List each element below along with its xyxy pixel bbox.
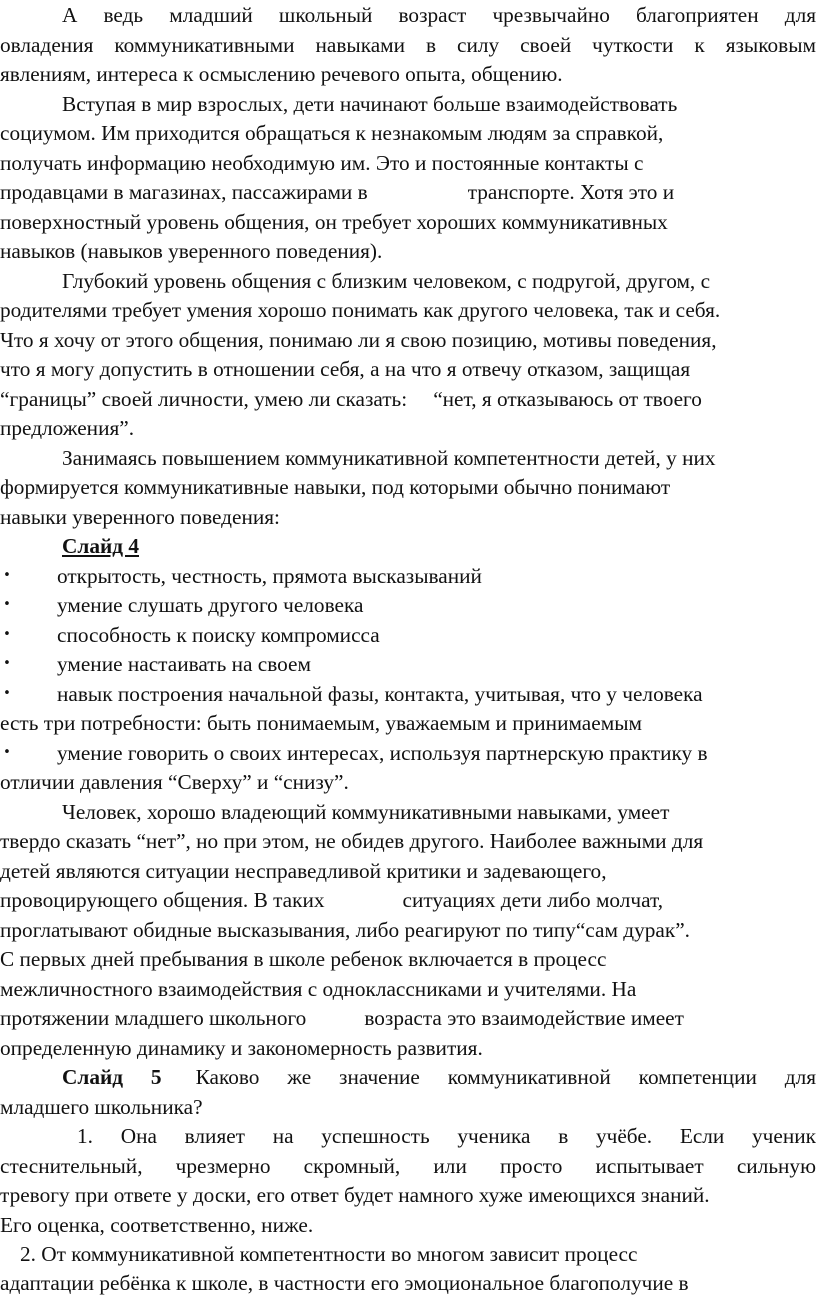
paragraph-1-line-1: А ведь младший школьный возраст чрезвычайно благоприятен для [62,3,816,27]
item-1-line-4: Его оценка, соответственно, ниже. [0,1213,314,1237]
paragraph-2-line-1: Вступая в мир взрослых, дети начинают больше взаимодействовать [62,92,678,116]
bullet-icon: • [3,656,11,671]
paragraph-3-line-4: что я могу допустить в отношении себя, а на что я отвечу отказом, защищая [0,357,691,381]
paragraph-4-line-2: формируется коммуникативные навыки, под которыми обычно понимают [0,475,671,499]
paragraph-5-line-1: Человек, хорошо владеющий коммуникативными навыками, умеет [62,800,670,824]
bullet-item-5-text: навык построения начальной фазы, контакта, учитывая, что у человека [57,682,703,706]
bullet-item-6-text: умение говорить о своих интересах, используя партнерскую практику в [57,741,708,765]
paragraph-5-line-2: твердо сказать “нет”, но при этом, не обидев другого. Наиболее важными для [0,829,704,853]
bullet-item-2 [0,590,816,620]
bullet-icon: • [3,597,11,612]
bullet-item-4-text: умение настаивать на своем [57,652,311,676]
bullet-icon: • [3,745,11,760]
paragraph-2-line-4-part-b: транспорте. Хотя это и [467,180,675,204]
paragraph-4-line-1: Занимаясь повышением коммуникативной компетентности детей, у них [62,446,716,470]
item-1-line-2: стеснительный, чрезмерно скромный, или просто испытывает сильную [0,1154,816,1178]
paragraph-5-line-8-part-b: возраста это взаимодействие имеет [364,1006,684,1030]
paragraph-2-line-3: получать информацию необходимую им. Это и постоянные контакты с [0,151,644,175]
bullet-item-3 [0,620,816,650]
slide-5-line-1 [0,1062,816,1092]
bullet-item-6-continuation: отличии давления “Сверху” и “снизу”. [0,770,349,794]
item-2-line-1: 2. От коммуникативной компетентности во многом зависит процесс [20,1242,638,1266]
paragraph-4-line-3: навыки уверенного поведения: [0,505,280,529]
paragraph-3-line-6: предложения”. [0,416,135,440]
paragraph-3-line-3: Что я хочу от этого общения, понимаю ли я свою позицию, мотивы поведения, [0,328,717,352]
bullet-item-6 [0,738,816,768]
slide-4-heading: Слайд 4 [62,534,139,558]
paragraph-5-line-4 [0,885,816,915]
slide-5-heading: Слайд 5 [62,1065,162,1089]
paragraph-5-line-7: межличностного взаимодействия с одноклассниками и учителями. На [0,977,637,1001]
slide-5-question: Каково же значение коммуникативной компетенции для [195,1065,816,1089]
bullet-item-4 [0,649,816,679]
bullet-icon: • [3,568,11,583]
paragraph-3-line-5-part-b: “нет, я отказываюсь от твоего [433,387,702,411]
bullet-icon: • [3,627,11,642]
bullet-item-5-continuation: есть три потребности: быть понимаемым, уважаемым и принимаемым [0,711,642,735]
paragraph-5-line-3: детей являются ситуации несправедливой критики и задевающего, [0,859,607,883]
bullet-icon: • [3,686,11,701]
paragraph-3-line-5-part-a: “границы” своей личности, умею ли сказать: [0,387,408,411]
paragraph-3-line-5 [0,384,816,414]
paragraph-2-line-2: социумом. Им приходится обращаться к незнакомым людям за справкой, [0,121,664,145]
paragraph-2-line-4 [0,177,816,207]
paragraph-5-line-4-part-a: провоцирующего общения. В таких [0,888,325,912]
bullet-item-1 [0,561,816,591]
paragraph-3-line-1: Глубокий уровень общения с близким человеком, с подругой, другом, с [62,269,711,293]
paragraph-2-line-6: навыков (навыков уверенного поведения). [0,239,383,263]
paragraph-5-line-9: определенную динамику и закономерность развития. [0,1036,483,1060]
bullet-item-3-text: способность к поиску компромисса [57,623,380,647]
paragraph-2-line-5: поверхностный уровень общения, он требует хороших коммуникативных [0,210,668,234]
bullet-item-5 [0,679,816,709]
bullet-item-2-text: умение слушать другого человека [57,593,364,617]
item-2-line-2: адаптации ребёнка к школе, в частности его эмоциональное благополучие в [0,1271,689,1295]
paragraph-5-line-6: С первых дней пребывания в школе ребенок включается в процесс [0,947,607,971]
item-1-line-3: тревогу при ответе у доски, его ответ будет намного хуже имеющихся знаний. [0,1183,710,1207]
bullet-item-1-text: открытость, честность, прямота высказываний [57,564,482,588]
paragraph-5-line-4-part-b: ситуациях дети либо молчат, [402,888,664,912]
paragraph-5-line-8-part-a: протяжении младшего школьного [0,1006,307,1030]
paragraph-5-line-8 [0,1003,816,1033]
paragraph-3-line-2: родителями требует умения хорошо понимать как другого человека, так и себя. [0,298,721,322]
paragraph-2-line-4-part-a: продавцами в магазинах, пассажирами в [0,180,368,204]
item-1-line-1: 1. Она влияет на успешность ученика в учёбе. Если ученик [77,1124,816,1148]
paragraph-1-line-3: явлениям, интереса к осмыслению речевого опыта, общению. [0,62,563,86]
paragraph-5-line-5: проглатывают обидные высказывания, либо реагируют по типу“сам дурак”. [0,918,690,942]
slide-5-line-2: младшего школьника? [0,1095,203,1119]
paragraph-1-line-2: овладения коммуникативными навыками в силу своей чуткости к языковым [0,33,816,57]
